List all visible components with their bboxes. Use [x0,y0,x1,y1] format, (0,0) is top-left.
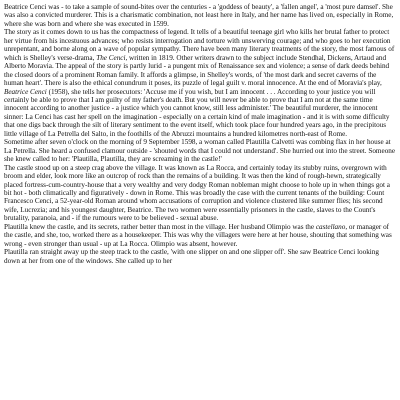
paragraph-running: Plautilla ran straight away up the steep track to the castle, 'with one slipper on and one slipper off'. She saw Beatrice Cenci looking down at her from one of the windows. She called up to her [4,248,379,265]
paragraph-plautilla: Plautilla knew the castle, and its secrets, rather better than most in the village. Her husband Olimpio was the castellano, or manager of the castle, and she, too, worked there as a housekeeper. This was why the villagers were here at her house, shouting that something was wrong - even stronger than usual - up at La Rocca. Olimpio was absent, however. [4,222,392,248]
paragraph-legend: The story as it comes down to us has the compactness of legend. It tells of a beautiful teenage girl who kills her brutal father to protect her virtue from his incestuous advances; who resists interrogation and torture with unswerving courage; and who goes to her execution unrepentant, and borne along on a wave of popular sympathy. There have been many literary treatments of the story, the most famous of which is Shelley's verse-drama, The Cenci, written in 1819. Other writers drawn to the subject include Stendhal, Dickens, Artaud and Alberto Moravia. The appeal of the story is partly lurid - a pungent mix of Renaissance sex and violence; a sense of dark deeds behind the closed doors of a prominent Roman family. It affords a glimpse, in Shelley's words, of 'the most dark and secret caverns of the human heart'. There is also the ethical conundrum it poses, its puzzle of legal guilt v. moral innocence. At the end of Moravia's play, Beatrice Cenci (1958), she tells her prosecutors: 'Accuse me if you wish, but I am innocent . . . According to your justice you will certainly be able to prove that I am guilty of my father's death. But you will never be able to prove that I am not at the same time innocent according to another justice - a justice which you cannot know, still less administer.' The beautiful murderer, the innocent sinner: La Cenci has cast her spell on the imagination - especially on a certain kind of male imagination - and it is with some difficulty that one digs back through the silt of literary sentiment to the event itself, which took place four hundred years ago, in the precipitous little village of La Petrella del Salto, in the foothills of the Abruzzi mountains a hundred kilometres north-east of Rome. [4,28,395,138]
paragraph-morning: Sometime after seven o'clock on the morning of 9 September 1598, a woman called Plautilla Calvetti was combing flax in her house at La Petrella. She heard a confused clamour outside - 'shouted words that I could not understand'. She hurried out into the street. Someone she knew called to her: 'Plautilla, Plautilla, they are screaming in the castle!' [4,138,396,164]
paragraph-castle: The castle stood up on a steep crag above the village. It was known as La Rocca, and certainly today its stubby ruins, overgrown with broom and elder, look more like an outcrop of rock than the remains of a building. It was then the kind of rough-hewn, strategically placed fortress-cum-country-house that a very wealthy and very dodgy Roman nobleman might choose to hole up in when things got a bit hot - both climatically and figuratively - down in Rome. This was broadly the case with the current tenants of the building: Count Francesco Cenci, a 52-year-old Roman around whom accusations of corruption and violence clustered like summer flies; his second wife, Lucrezia; and his youngest daughter, Beatrice. The two women were essentially prisoners in the castle, slaves to the Count's brutality, paranoia, and - if the rumours were to be believed - sexual abuse. [4,163,390,223]
paragraph-intro: Beatrice Cenci was - to take a sample of sound-bites over the centuries - a 'goddess of beauty', a 'fallen angel', a 'most pure damsel'. She was also a convicted murderer. This is a charismatic combination, not least here in Italy, and her name has lived on, especially in Rome, where she was born and where she was executed in 1599. [4,3,394,28]
